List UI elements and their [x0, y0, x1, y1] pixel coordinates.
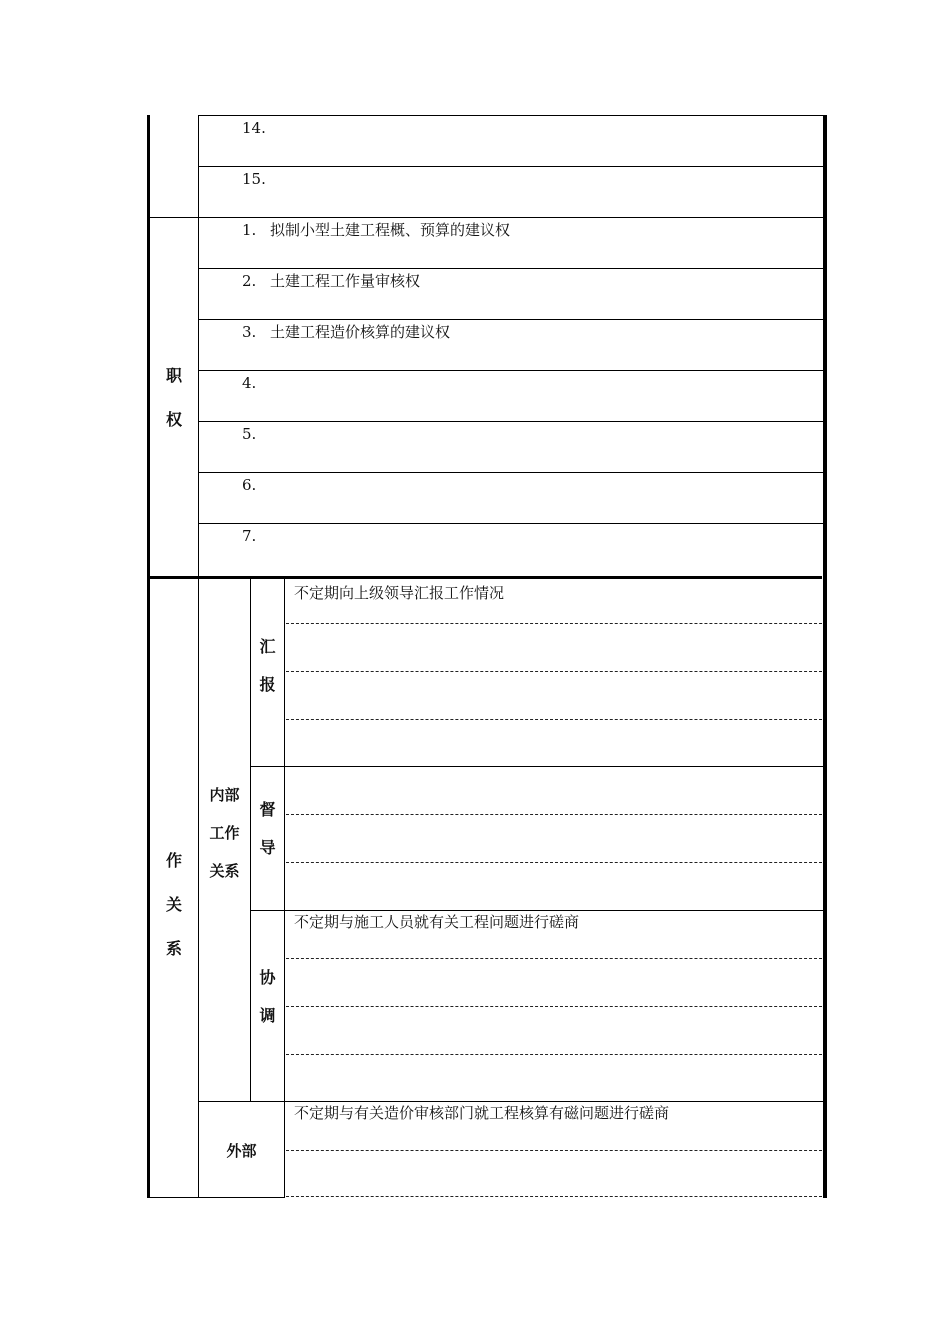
row-text: 土建工程工作量审核权: [270, 272, 421, 290]
dashed-line: [286, 862, 822, 863]
row-number-14: 14.: [242, 119, 266, 137]
external-label: 外部: [226, 1142, 257, 1160]
row-text: 土建工程造价核算的建议权: [270, 323, 451, 341]
coordinate-label-char: 协: [259, 968, 276, 987]
row-line: [198, 370, 824, 371]
right-border: [823, 115, 827, 1198]
dashed-line: [286, 1150, 822, 1151]
dashed-line: [286, 958, 822, 959]
content-column-divider: [284, 578, 285, 1198]
row-number: 5.: [242, 425, 257, 443]
row-number: 1.: [242, 221, 257, 239]
dashed-line: [286, 719, 822, 720]
row-line: [198, 115, 824, 116]
section-divider-thick: [150, 576, 822, 579]
authority-label: [150, 354, 198, 442]
label-column-divider: [198, 115, 199, 1198]
dashed-line: [286, 623, 822, 624]
supervise-label-char: 督: [259, 800, 276, 819]
row-line: [198, 523, 824, 524]
bottom-line: [150, 1197, 284, 1198]
row-number-15: 15.: [242, 170, 266, 188]
authority-label-char: 权: [165, 410, 182, 429]
coordinate-label: [251, 959, 284, 1035]
dashed-line: [286, 1006, 822, 1007]
row-text: 拟制小型土建工程概、预算的建议权: [270, 221, 511, 239]
report-label-char: 报: [259, 675, 276, 694]
dashed-line: [286, 1196, 822, 1197]
relations-label-char: 系: [165, 939, 182, 958]
relations-label: [150, 839, 198, 971]
row-line: [198, 166, 824, 167]
dashed-line: [286, 671, 822, 672]
supervise-label-char: 导: [259, 838, 276, 857]
row-line: [198, 472, 824, 473]
block-line: [250, 910, 824, 911]
relations-label-char: 关: [165, 895, 182, 914]
row-line: [198, 421, 824, 422]
row-number: 7.: [242, 527, 257, 545]
row-line: [198, 319, 824, 320]
dashed-line: [286, 1054, 822, 1055]
coordinate-label-char: 调: [259, 1006, 276, 1025]
internal-label-line: 关系: [209, 862, 240, 880]
internal-label-line: 内部: [209, 786, 240, 804]
internal-relations-label: [199, 776, 250, 890]
row-number: 3.: [242, 323, 257, 341]
supervise-label: [251, 791, 284, 867]
left-border: [147, 115, 150, 1198]
report-text: 不定期向上级领导汇报工作情况: [294, 584, 505, 602]
authority-label-char: 职: [165, 366, 182, 385]
row-number: 6.: [242, 476, 257, 494]
report-label-char: 汇: [259, 637, 276, 656]
coordinate-text: 不定期与施工人员就有关工程问题进行磋商: [294, 913, 580, 931]
report-label: [251, 628, 284, 704]
block-line: [198, 1101, 824, 1102]
row-number: 2.: [242, 272, 257, 290]
dashed-line: [286, 814, 822, 815]
relations-label-char: 作: [165, 851, 182, 870]
external-text: 不定期与有关造价审核部门就工程核算有磁问题进行磋商: [294, 1104, 670, 1122]
block-line: [250, 766, 824, 767]
row-number: 4.: [242, 374, 257, 392]
section-line: [150, 217, 824, 218]
row-line: [198, 268, 824, 269]
internal-label-line: 工作: [209, 824, 240, 842]
